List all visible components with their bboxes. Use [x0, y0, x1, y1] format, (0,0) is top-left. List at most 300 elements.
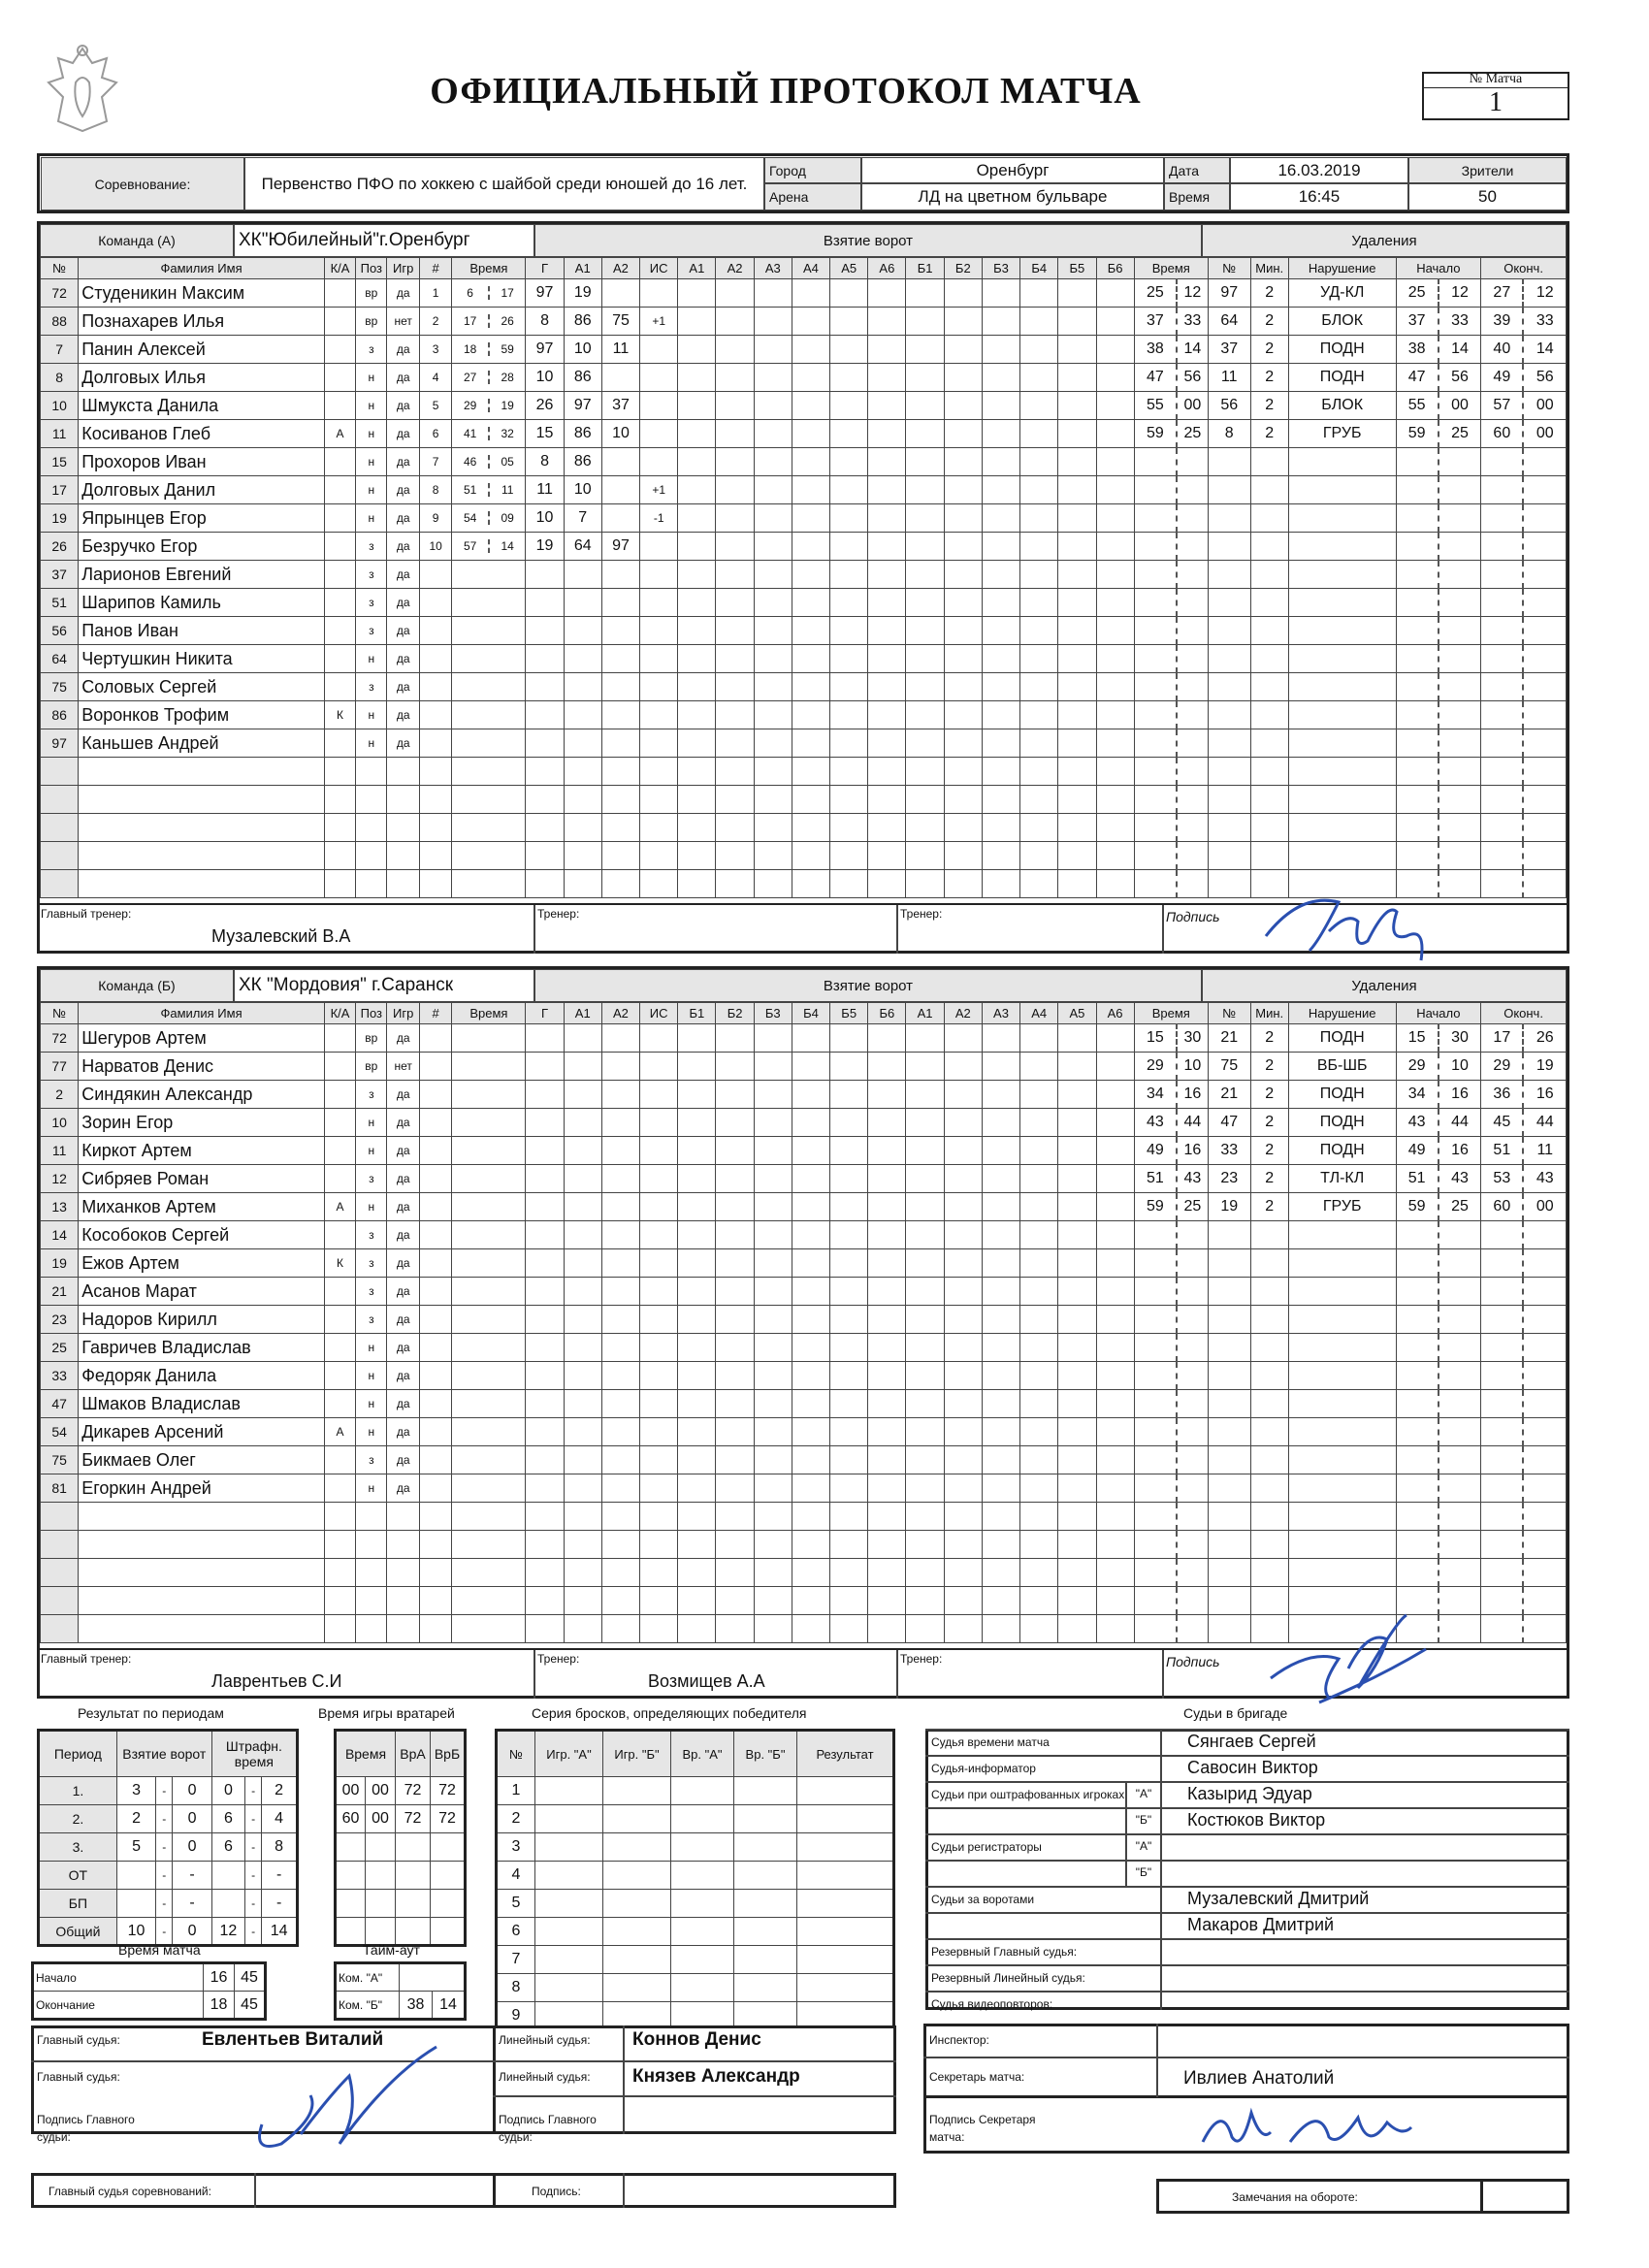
- goal-time: [452, 1278, 526, 1306]
- player-position: вр: [356, 1024, 387, 1053]
- pen-end-sec: [1523, 448, 1566, 476]
- pen-end-sec: [1523, 842, 1566, 870]
- goal-situation: [640, 589, 678, 617]
- onice-cell: [678, 1109, 716, 1137]
- goal-assist-2: [601, 589, 639, 617]
- pen-end-min: 27: [1481, 279, 1524, 308]
- goal-assist-2: [601, 1165, 639, 1193]
- player-role: [324, 1446, 355, 1474]
- pen-start-sec: [1439, 1221, 1481, 1249]
- official-name: Сянгаев Сергей: [1187, 1732, 1316, 1751]
- goal-scorer: 8: [526, 448, 564, 476]
- player-name: Панов Иван: [79, 617, 325, 645]
- pen-minutes: [1250, 504, 1288, 533]
- pen-end-min: [1481, 645, 1524, 673]
- goalie-row: [336, 1833, 466, 1862]
- goal-situation: [640, 279, 678, 308]
- onice-cell: [830, 645, 868, 673]
- onice-cell: [868, 1531, 906, 1559]
- table-row: [41, 673, 1567, 701]
- goal-number: [419, 1109, 451, 1137]
- pen-minutes: 2: [1250, 1109, 1288, 1137]
- pen-end-sec: 00: [1523, 420, 1566, 448]
- goal-sec: 11: [501, 483, 514, 497]
- pen-infraction: ГРУБ: [1288, 1193, 1396, 1221]
- onice-cell: [944, 1024, 982, 1053]
- match-no-label: № Матча: [1422, 72, 1569, 88]
- onice-cell: [678, 1221, 716, 1249]
- onice-cell: [754, 533, 792, 561]
- onice-cell: [1020, 504, 1058, 533]
- table-row: [41, 758, 1567, 786]
- goal-assist-1: 64: [564, 533, 601, 561]
- goal-assist-2: [601, 1249, 639, 1278]
- pen-start-min: 55: [1396, 392, 1439, 420]
- shootout-cell: [535, 1862, 603, 1890]
- onice-cell: [678, 1053, 716, 1081]
- official-label: Судья-информатор: [931, 1762, 1036, 1775]
- pen-start-min: [1396, 1587, 1439, 1615]
- pen-minutes: [1250, 1334, 1288, 1362]
- pen-start-sec: [1439, 1334, 1481, 1362]
- onice-cell: [1058, 673, 1096, 701]
- line-ref-label-2: Линейный судья:: [499, 2070, 591, 2084]
- onice-cell: [754, 1390, 792, 1418]
- pen-time-min: 49: [1134, 1137, 1177, 1165]
- pen-start-min: [1396, 870, 1439, 898]
- onice-cell: [792, 1503, 829, 1531]
- goal-assist-2: [601, 476, 639, 504]
- pen-end-min: [1481, 786, 1524, 814]
- pen-player: [1208, 870, 1250, 898]
- team_b-col-pos: Поз: [356, 1003, 387, 1024]
- goalie-b: [431, 1890, 466, 1918]
- sig-label: Подпись:: [532, 2185, 581, 2198]
- goal-situation: [640, 645, 678, 673]
- team_a-col-A5: А5: [830, 258, 868, 279]
- pen-time-min: 47: [1134, 364, 1177, 392]
- onice-cell: [792, 1278, 829, 1306]
- pen-minutes: [1250, 1249, 1288, 1278]
- goal-assist-2: [601, 1024, 639, 1053]
- goal-assist-2: 10: [601, 420, 639, 448]
- pen-time-min: [1134, 673, 1177, 701]
- team_a-label: Команда (А): [40, 224, 234, 257]
- end-hour: 18: [204, 1992, 235, 2020]
- team_b-col-B2: Б2: [716, 1003, 754, 1024]
- player-name: Познахарев Илья: [79, 308, 325, 336]
- player-name: Студеникин Максим: [79, 279, 325, 308]
- pen-time-sec: [1177, 1334, 1208, 1362]
- goal-number: 6: [419, 420, 451, 448]
- onice-cell: [906, 673, 944, 701]
- goal-time: [452, 308, 526, 336]
- period-name: ОТ: [39, 1862, 117, 1890]
- onice-cell: [716, 673, 754, 701]
- goal-assist-1: [564, 1615, 601, 1643]
- onice-cell: [1020, 533, 1058, 561]
- pen-end-sec: [1523, 1615, 1566, 1643]
- pen-player: [1208, 1306, 1250, 1334]
- onice-cell: [868, 476, 906, 504]
- onice-cell: [982, 1249, 1019, 1278]
- pen-start-sec: [1439, 814, 1481, 842]
- player-role: К: [324, 1249, 355, 1278]
- shootout-cell: [535, 1946, 603, 1974]
- pen-player: [1208, 1418, 1250, 1446]
- onice-cell: [944, 1503, 982, 1531]
- player-played: нет: [387, 1053, 419, 1081]
- onice-cell: [944, 1081, 982, 1109]
- onice-cell: [1096, 1221, 1134, 1249]
- player-played: да: [387, 1193, 419, 1221]
- officials-title: Судьи в бригаде: [1183, 1705, 1288, 1721]
- pen-end-min: 51: [1481, 1137, 1524, 1165]
- shootout-cell: [671, 1918, 734, 1946]
- table-row: [41, 786, 1567, 814]
- shootout-col: Результат: [797, 1731, 894, 1777]
- shootout-cell: [535, 1805, 603, 1833]
- onice-cell: [1058, 1024, 1096, 1053]
- goal-number: 7: [419, 448, 451, 476]
- pen-time-sec: 12: [1177, 279, 1208, 308]
- pen-time-min: [1134, 1615, 1177, 1643]
- onice-cell: [982, 1503, 1019, 1531]
- onice-cell: [678, 645, 716, 673]
- shootout-no: 7: [497, 1946, 535, 1974]
- goal-scorer: 15: [526, 420, 564, 448]
- goal-assist-1: [564, 1109, 601, 1137]
- pen-start-min: [1396, 842, 1439, 870]
- player-role: [324, 308, 355, 336]
- pen-time-min: [1134, 1362, 1177, 1390]
- team_b-col-infraction: Нарушение: [1288, 1003, 1396, 1024]
- date-value: 16.03.2019: [1230, 157, 1408, 183]
- onice-cell: [754, 561, 792, 589]
- team-mark: "Б": [1135, 1865, 1152, 1879]
- onice-cell: [906, 279, 944, 308]
- pen-end-min: [1481, 842, 1524, 870]
- goal-situation: [640, 1446, 678, 1474]
- player-number: 72: [41, 1024, 79, 1053]
- player-played: да: [387, 617, 419, 645]
- player-position: з: [356, 617, 387, 645]
- player-played: да: [387, 1474, 419, 1503]
- goal-situation: -1: [640, 504, 678, 533]
- goal-assist-1: [564, 1446, 601, 1474]
- onice-cell: [944, 1221, 982, 1249]
- goal-assist-2: [601, 1193, 639, 1221]
- player-number: 26: [41, 533, 79, 561]
- goal-assist-1: [564, 1024, 601, 1053]
- player-name: Надоров Кирилл: [79, 1306, 325, 1334]
- onice-cell: [792, 1615, 829, 1643]
- table-row: [41, 1334, 1567, 1362]
- pen-infraction: [1288, 504, 1396, 533]
- onice-cell: [792, 1249, 829, 1278]
- goal-time: [452, 701, 526, 729]
- coach-label: Тренер:: [537, 1652, 580, 1667]
- onice-cell: [906, 1362, 944, 1390]
- onice-cell: [868, 1587, 906, 1615]
- onice-cell: [868, 870, 906, 898]
- pen-minutes: [1250, 870, 1288, 898]
- goal-assist-2: [601, 1109, 639, 1137]
- goal-number: [419, 1278, 451, 1306]
- pen-minutes: [1250, 1362, 1288, 1390]
- player-number: 47: [41, 1390, 79, 1418]
- player-role: [324, 364, 355, 392]
- pen-time-min: [1134, 1531, 1177, 1559]
- goal-scorer: [526, 673, 564, 701]
- pen-end-min: [1481, 1503, 1524, 1531]
- pen-end-min: [1481, 701, 1524, 729]
- onice-cell: [678, 1024, 716, 1053]
- table-row: [41, 476, 1567, 504]
- pen-time-sec: 43: [1177, 1165, 1208, 1193]
- player-role: [324, 842, 355, 870]
- player-played: [387, 1587, 419, 1615]
- goal-number: 9: [419, 504, 451, 533]
- goal-situation: [640, 1390, 678, 1418]
- pen-start-min: [1396, 1306, 1439, 1334]
- onice-cell: [944, 842, 982, 870]
- pen-start-sec: [1439, 729, 1481, 758]
- goal-assist-2: [601, 1474, 639, 1503]
- player-played: [387, 1531, 419, 1559]
- goal-number: [419, 561, 451, 589]
- team_a-col-a2: А2: [601, 258, 639, 279]
- onice-cell: [1058, 1165, 1096, 1193]
- time-value: 16:45: [1230, 183, 1408, 211]
- goal-number: [419, 1249, 451, 1278]
- pen-start-sec: [1439, 1418, 1481, 1446]
- player-name: Воронков Трофим: [79, 701, 325, 729]
- sep: -: [245, 1918, 262, 1946]
- goal-assist-2: [601, 1446, 639, 1474]
- pen-time-min: [1134, 814, 1177, 842]
- pen-infraction: ПОДН: [1288, 1081, 1396, 1109]
- onice-cell: [792, 476, 829, 504]
- pen-start-sec: [1439, 1249, 1481, 1278]
- sep: -: [245, 1890, 262, 1918]
- pen-start-min: 59: [1396, 420, 1439, 448]
- onice-cell: [906, 1137, 944, 1165]
- team_a-col-start: Начало: [1396, 258, 1481, 279]
- pen-start-min: 43: [1396, 1109, 1439, 1137]
- shootout-cell: [535, 1833, 603, 1862]
- pen-player: 47: [1208, 1109, 1250, 1137]
- onice-cell: [982, 364, 1019, 392]
- onice-cell: [1058, 1587, 1096, 1615]
- team_a-col-pen-no: №: [1208, 258, 1250, 279]
- pen-time-min: [1134, 1559, 1177, 1587]
- goalie-s: [366, 1862, 396, 1890]
- onice-cell: [792, 814, 829, 842]
- onice-cell: [792, 504, 829, 533]
- player-played: да: [387, 392, 419, 420]
- onice-cell: [754, 786, 792, 814]
- pen-infraction: [1288, 1559, 1396, 1587]
- player-name: [79, 758, 325, 786]
- goal-assist-2: [601, 870, 639, 898]
- pen-start-min: [1396, 814, 1439, 842]
- onice-cell: [754, 1362, 792, 1390]
- onice-cell: [1096, 673, 1134, 701]
- goal-assist-1: [564, 1165, 601, 1193]
- goal-number: [419, 870, 451, 898]
- player-name: Долговых Данил: [79, 476, 325, 504]
- table-row: [41, 1390, 1567, 1418]
- player-name: Шегуров Артем: [79, 1024, 325, 1053]
- player-played: да: [387, 1221, 419, 1249]
- onice-cell: [1058, 1334, 1096, 1362]
- shootout-col: №: [497, 1731, 535, 1777]
- goal-time: [452, 1109, 526, 1137]
- player-number: 13: [41, 1193, 79, 1221]
- pen-start-min: 37: [1396, 308, 1439, 336]
- goal-time: [452, 420, 526, 448]
- goal-number: [419, 701, 451, 729]
- onice-cell: [716, 364, 754, 392]
- player-name: Миханков Артем: [79, 1193, 325, 1221]
- table-row: [41, 1193, 1567, 1221]
- goal-number: 10: [419, 533, 451, 561]
- goal-situation: [640, 1587, 678, 1615]
- onice-cell: [1096, 729, 1134, 758]
- goal-time: [452, 1334, 526, 1362]
- pen-time-min: 29: [1134, 1053, 1177, 1081]
- onice-cell: [1096, 561, 1134, 589]
- goal-time: [452, 1221, 526, 1249]
- onice-cell: [982, 1587, 1019, 1615]
- pen-end-min: [1481, 1418, 1524, 1446]
- onice-cell: [678, 420, 716, 448]
- pen-time-sec: 16: [1177, 1081, 1208, 1109]
- player-position: з: [356, 589, 387, 617]
- onice-cell: [982, 758, 1019, 786]
- goal-scorer: [526, 561, 564, 589]
- team_b-col-a2: А2: [601, 1003, 639, 1024]
- goal-number: 3: [419, 336, 451, 364]
- goalie-s: 00: [366, 1777, 396, 1805]
- goal-min: 27: [452, 371, 490, 384]
- goal-sec: 28: [501, 371, 514, 384]
- onice-cell: [1020, 758, 1058, 786]
- pen-start-min: [1396, 504, 1439, 533]
- onice-cell: [944, 1587, 982, 1615]
- onice-cell: [868, 673, 906, 701]
- team_a-footer: [37, 903, 1569, 952]
- onice-cell: [982, 1165, 1019, 1193]
- onice-cell: [754, 1053, 792, 1081]
- sep: -: [156, 1918, 173, 1946]
- onice-cell: [1020, 1193, 1058, 1221]
- onice-cell: [1058, 1503, 1096, 1531]
- pen-infraction: [1288, 1615, 1396, 1643]
- onice-cell: [1096, 1559, 1134, 1587]
- onice-cell: [944, 1165, 982, 1193]
- onice-cell: [716, 504, 754, 533]
- player-position: з: [356, 1278, 387, 1306]
- pen-minutes: [1250, 1531, 1288, 1559]
- pen-start-min: [1396, 1362, 1439, 1390]
- goal-situation: [640, 1053, 678, 1081]
- shootout-row: [497, 1805, 894, 1833]
- onice-cell: [1020, 786, 1058, 814]
- goalie-b: [431, 1862, 466, 1890]
- player-played: да: [387, 476, 419, 504]
- goal-number: 8: [419, 476, 451, 504]
- shootout-cell: [535, 1918, 603, 1946]
- player-role: [324, 336, 355, 364]
- onice-cell: [830, 1109, 868, 1137]
- pen-player: [1208, 1474, 1250, 1503]
- team_b-col-B5: Б5: [830, 1003, 868, 1024]
- period-goals-b: 0: [173, 1833, 211, 1862]
- timeout-a: [400, 1963, 466, 1992]
- pen-end-sec: [1523, 589, 1566, 617]
- team-mark: "А": [1135, 1839, 1152, 1853]
- onice-cell: [716, 308, 754, 336]
- onice-cell: [1058, 448, 1096, 476]
- onice-cell: [792, 1474, 829, 1503]
- onice-cell: [754, 729, 792, 758]
- player-played: да: [387, 645, 419, 673]
- pen-infraction: [1288, 1587, 1396, 1615]
- pen-infraction: [1288, 561, 1396, 589]
- pen-start-min: [1396, 1446, 1439, 1474]
- onice-cell: [868, 448, 906, 476]
- player-role: [324, 1081, 355, 1109]
- table-row: [41, 1137, 1567, 1165]
- pen-player: [1208, 1390, 1250, 1418]
- pen-end-sec: 19: [1523, 1053, 1566, 1081]
- onice-cell: [716, 1587, 754, 1615]
- player-number: [41, 1587, 79, 1615]
- onice-cell: [906, 1446, 944, 1474]
- pen-end-sec: 26: [1523, 1024, 1566, 1053]
- player-position: н: [356, 1474, 387, 1503]
- table-row: [41, 364, 1567, 392]
- goal-scorer: [526, 1362, 564, 1390]
- onice-cell: [1020, 1334, 1058, 1362]
- onice-cell: [982, 1306, 1019, 1334]
- player-name: Косиванов Глеб: [79, 420, 325, 448]
- onice-cell: [678, 1615, 716, 1643]
- player-name: Каньшев Андрей: [79, 729, 325, 758]
- goal-situation: [640, 1278, 678, 1306]
- onice-cell: [830, 1587, 868, 1615]
- goal-situation: +1: [640, 476, 678, 504]
- onice-cell: [906, 448, 944, 476]
- onice-cell: [792, 420, 829, 448]
- onice-cell: [1096, 786, 1134, 814]
- goal-assist-1: 19: [564, 279, 601, 308]
- pen-start-min: [1396, 1418, 1439, 1446]
- pen-start-sec: 56: [1439, 364, 1481, 392]
- onice-cell: [906, 1418, 944, 1446]
- onice-cell: [1096, 1081, 1134, 1109]
- pen-time-sec: [1177, 1474, 1208, 1503]
- arena-label: Арена: [764, 183, 861, 211]
- pen-start-sec: [1439, 1474, 1481, 1503]
- team_b-col-hash: #: [419, 1003, 451, 1024]
- player-played: да: [387, 1278, 419, 1306]
- goal-assist-2: [601, 814, 639, 842]
- onice-cell: [830, 1531, 868, 1559]
- pen-player: [1208, 561, 1250, 589]
